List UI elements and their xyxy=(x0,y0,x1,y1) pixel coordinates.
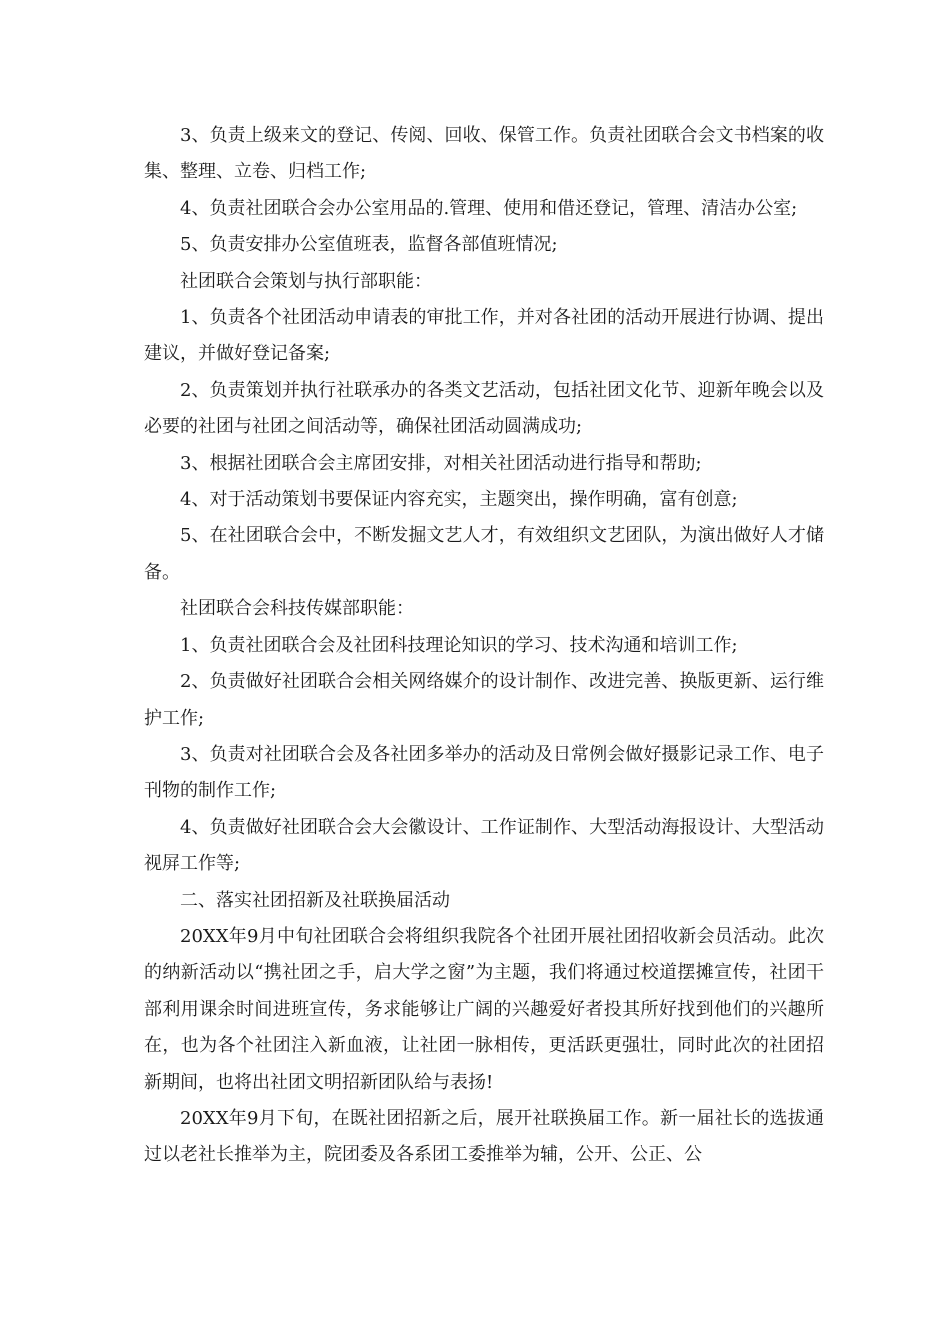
paragraph: 4、负责社团联合会办公室用品的.管理、使用和借还登记，管理、清洁办公室; xyxy=(180,197,798,219)
paragraph: 20XX年9月下旬，在既社团招新之后，展开社联换届工作。新一届社长的选拔通过以老社长推举为主，院团委及各系团工委推举为辅，公开、公正、公 xyxy=(144,1107,824,1166)
section-heading: 社团联合会科技传媒部职能： xyxy=(180,598,414,620)
paragraph: 20XX年9月中旬社团联合会将组织我院各个社团开展社团招收新会员活动。此次的纳新活动以“携社团之手，启大学之窗”为主题，我们将通过校道摆摊宣传，社团干部利用课余时间进班宣传，务求能够让广阔的兴趣爱好者投其所好找到他们的兴趣所在，也为各个社团注入新血液，让社团一脉相传，更活跃更强壮，同时此次的社团招新期间，也将出社团文明招新团队给与表扬! xyxy=(144,925,824,1093)
paragraph: 4、对于活动策划书要保证内容充实，主题突出，操作明确，富有创意; xyxy=(180,489,738,511)
paragraph: 1、负责各个社团活动申请表的审批工作，并对各社团的活动开展进行协调、提出建议，并做好登记备案; xyxy=(144,307,824,365)
paragraph: 1、负责社团联合会及社团科技理论知识的学习、技术沟通和培训工作; xyxy=(180,634,738,656)
paragraph: 5、在社团联合会中，不断发掘文艺人才，有效组织文艺团队，为演出做好人才储备。 xyxy=(144,525,824,583)
paragraph: 3、负责上级来文的登记、传阅、回收、保管工作。负责社团联合会文书档案的收集、整理、立卷、归档工作; xyxy=(144,125,824,183)
paragraph: 4、负责做好社团联合会大会徽设计、工作证制作、大型活动海报设计、大型活动视屏工作等; xyxy=(144,816,824,875)
paragraph: 5、负责安排办公室值班表，监督各部值班情况; xyxy=(180,234,558,256)
paragraph: 3、根据社团联合会主席团安排，对相关社团活动进行指导和帮助; xyxy=(180,452,702,474)
section-heading: 二、落实社团招新及社联换届活动 xyxy=(180,889,450,911)
paragraph: 3、负责对社团联合会及各社团多举办的活动及日常例会做好摄影记录工作、电子刊物的制作工作; xyxy=(144,743,824,802)
paragraph: 2、负责做好社团联合会相关网络媒介的设计制作、改进完善、换版更新、运行维护工作; xyxy=(144,671,824,729)
paragraph: 2、负责策划并执行社联承办的各类文艺活动，包括社团文化节、迎新年晚会以及必要的社团与社团之间活动等，确保社团活动圆满成功; xyxy=(144,379,824,438)
document-body xyxy=(144,118,824,1174)
section-heading: 社团联合会策划与执行部职能： xyxy=(180,270,432,292)
